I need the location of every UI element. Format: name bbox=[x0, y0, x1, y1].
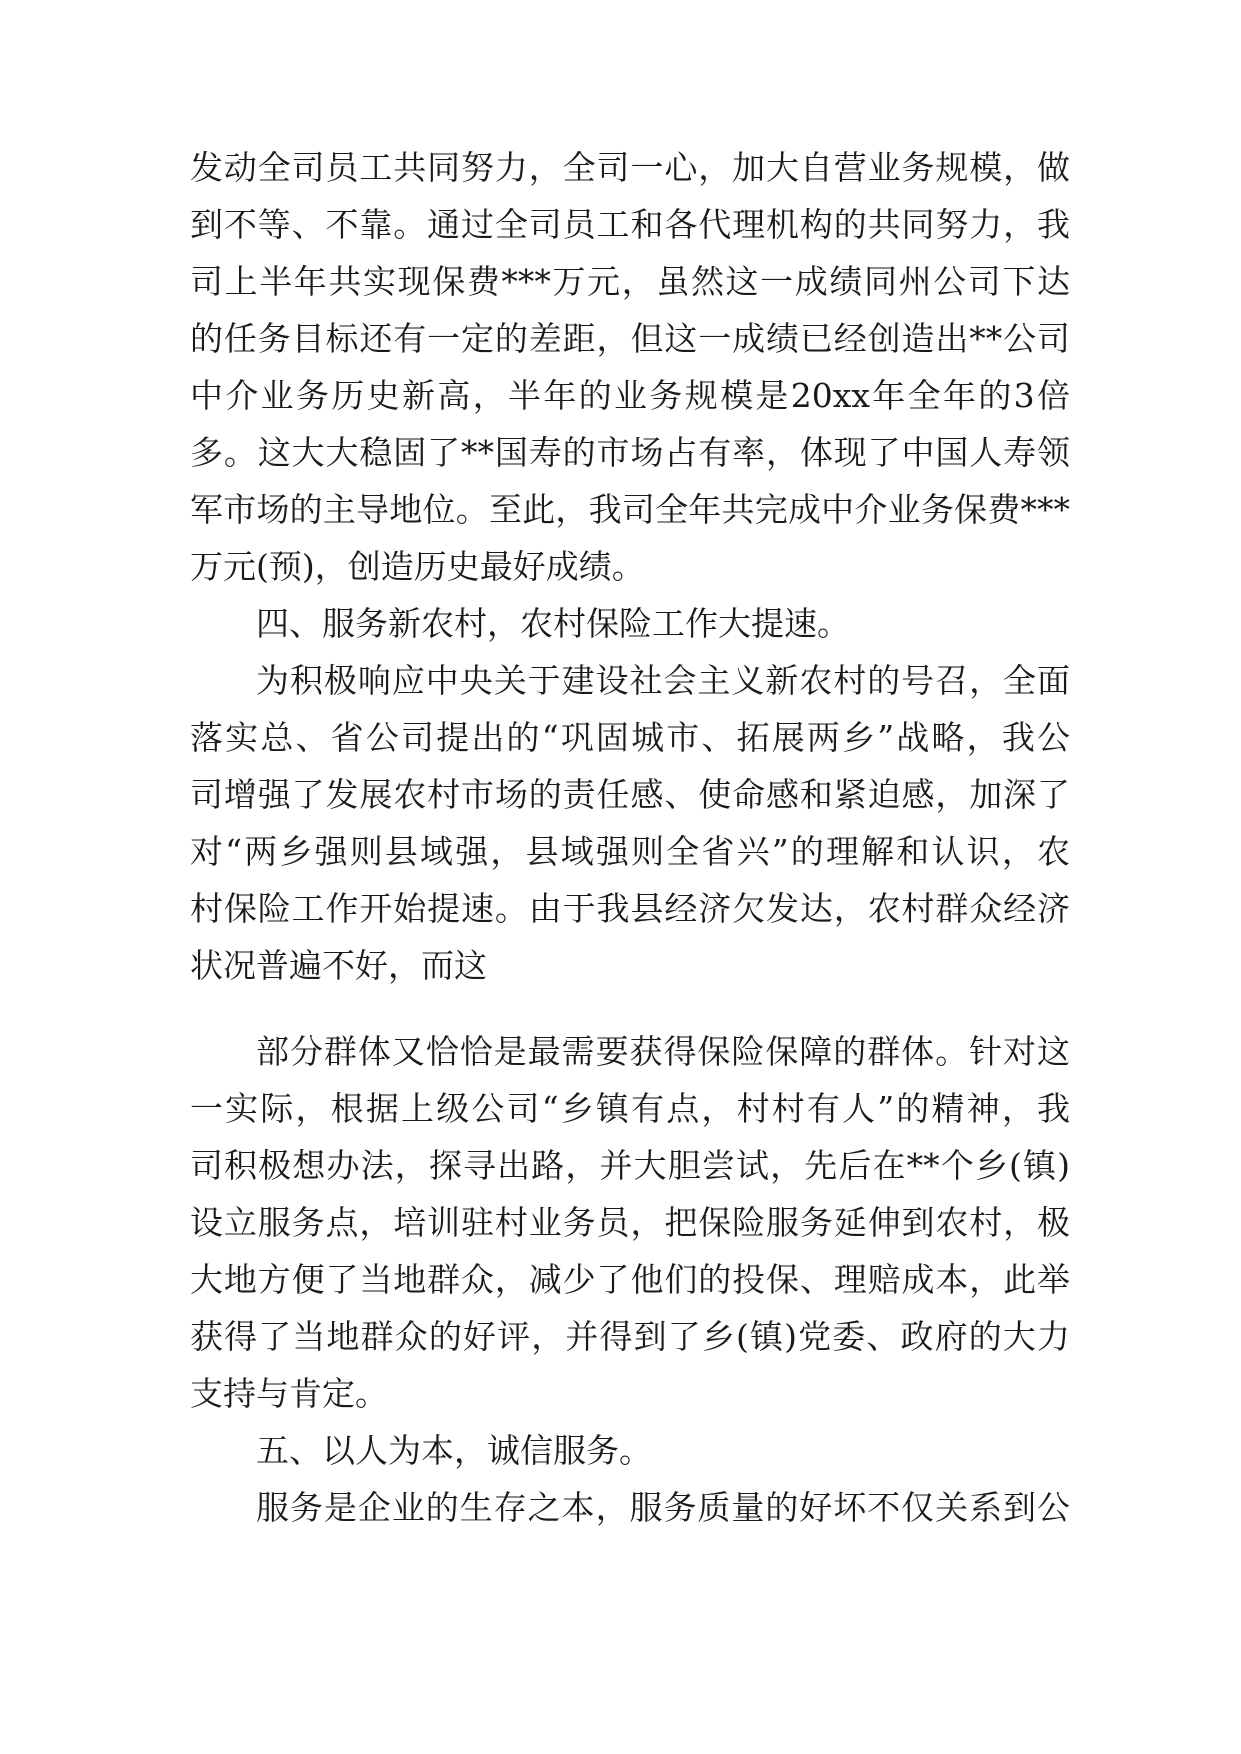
text-line: 司积极想办法，探寻出路，并大胆尝试，先后在**个乡(镇) bbox=[190, 1146, 1070, 1185]
text-line: 设立服务点，培训驻村业务员，把保险服务延伸到农村，极 bbox=[190, 1203, 1070, 1242]
text-line: 部分群体又恰恰是最需要获得保险保障的群体。针对这 bbox=[256, 1032, 1070, 1071]
text-line: 万元(预)，创造历史最好成绩。 bbox=[190, 547, 645, 586]
text-line: 到不等、不靠。通过全司员工和各代理机构的共同努力，我 bbox=[190, 205, 1070, 244]
text-line: 支持与肯定。 bbox=[190, 1374, 388, 1413]
text-line: 村保险工作开始提速。由于我县经济欠发达，农村群众经济 bbox=[190, 889, 1070, 928]
text-line: 获得了当地群众的好评，并得到了乡(镇)党委、政府的大力 bbox=[190, 1317, 1070, 1356]
text-line: 为积极响应中央关于建设社会主义新农村的号召，全面 bbox=[256, 661, 1070, 700]
text-line: 的任务目标还有一定的差距，但这一成绩已经创造出**公司 bbox=[190, 319, 1070, 358]
text-line: 中介业务历史新高，半年的业务规模是20xx年全年的3倍 bbox=[190, 376, 1070, 415]
section-heading: 五、以人为本，诚信服务。 bbox=[256, 1431, 652, 1470]
text-line: 大地方便了当地群众，减少了他们的投保、理赔成本，此举 bbox=[190, 1260, 1070, 1299]
text-line: 司增强了发展农村市场的责任感、使命感和紧迫感，加深了 bbox=[190, 775, 1070, 814]
text-line: 服务是企业的生存之本，服务质量的好坏不仅关系到公 bbox=[256, 1488, 1070, 1527]
text-line: 落实总、省公司提出的“巩固城市、拓展两乡”战略，我公 bbox=[190, 718, 1070, 757]
section-heading: 四、服务新农村，农村保险工作大提速。 bbox=[256, 604, 850, 643]
text-line: 多。这大大稳固了**国寿的市场占有率，体现了中国人寿领 bbox=[190, 433, 1070, 472]
text-line: 发动全司员工共同努力，全司一心，加大自营业务规模，做 bbox=[190, 148, 1070, 187]
text-line: 司上半年共实现保费***万元，虽然这一成绩同州公司下达 bbox=[190, 262, 1070, 301]
text-line: 军市场的主导地位。至此，我司全年共完成中介业务保费*** bbox=[190, 490, 1070, 529]
text-line: 一实际，根据上级公司“乡镇有点，村村有人”的精神，我 bbox=[190, 1089, 1070, 1128]
text-line: 对“两乡强则县域强，县域强则全省兴”的理解和认识，农 bbox=[190, 832, 1070, 871]
text-line: 状况普遍不好，而这 bbox=[190, 946, 487, 985]
